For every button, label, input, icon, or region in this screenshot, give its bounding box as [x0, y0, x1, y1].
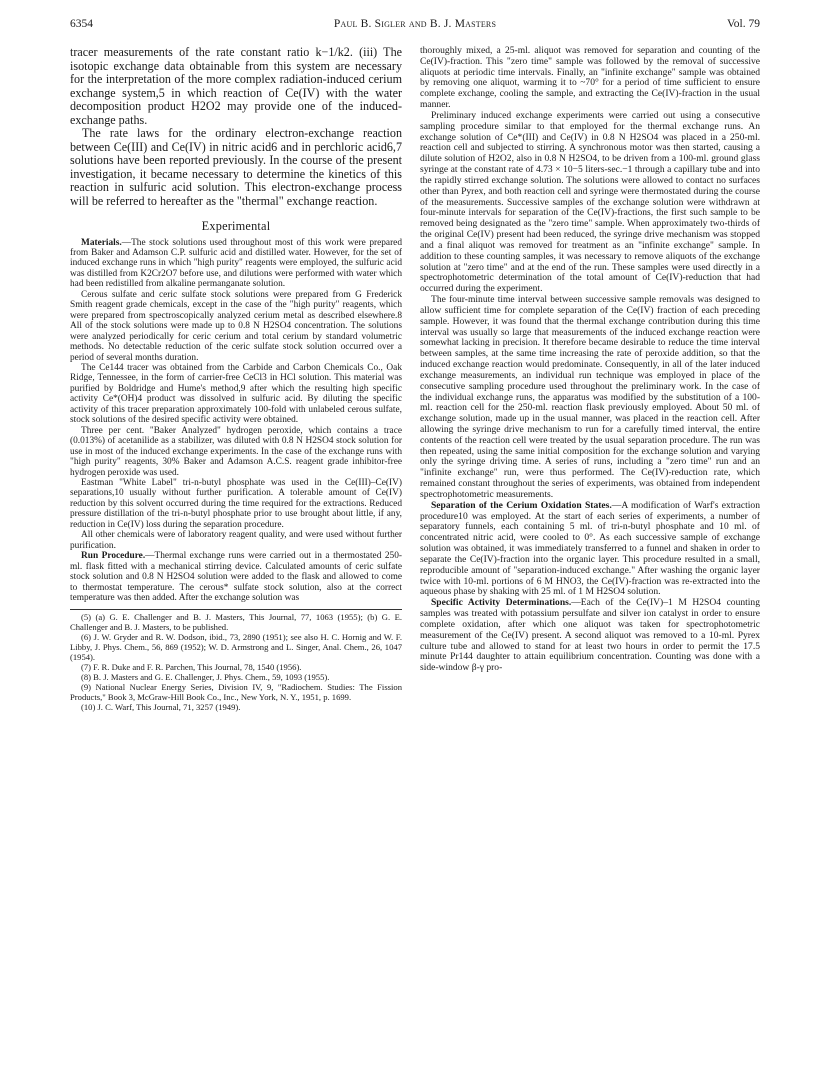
footnote: (8) B. J. Masters and G. E. Challenger, J. Phys. Chem., 59, 1093 (1955).: [81, 671, 330, 682]
running-header: [70, 18, 760, 34]
four-minute-paragraph: The four-minute time interval between successive sample removals was designed to allow sufficient time for complete separation of the Ce(IV) fraction of each preceding sample. However, it was found that the thermal exchange contribution during this time interval was usually so large that measurements of the induced exchange reaction were somewhat lacking in precision. It therefore became desirable to reduce the time interval between samples, at the same time increasing the rate of peroxide addition, so that the induced exchange reaction would predominate. Consequently, in all of the later induced exchange measurements, an individual run technique was employed in place of the consecutive sampling procedure used throughout the preliminary work. In the case of the individual exchange runs, the apparatus was modified by the substitution of a 100-ml. reaction cell for the 250-ml. reaction flask previously employed. About 50 ml. of exchange solution, made up in the usual manner, was placed in the reaction cell. After allowing the syringe drive mechanism to run for a carefully timed interval, the entire contents of the reaction cell were treated by the usual separation procedure. The run was then repeated, using the same initial composition for the exchange solution and varying only the syringe driving time. A series of runs, including a "zero time" run and an "infinite exchange" run, were thus performed. The Ce(IV)-reduction rate, which remained constant throughout the series of experiments, was obtained from independent spectrophotometric measurements.: [420, 294, 760, 500]
run-procedure-heading: Run Procedure.: [81, 551, 146, 562]
specific-activity-text: —Each of the Ce(IV)–1 M H2SO4 counting samples was treated with potassium persulfate and silver ion catalyst in order to ensure complete oxidation, after which one aliquot was taken for spectrophotometric measurement of the Ce(IV) present. A second aliquot was removed to a 10-ml. Pyrex culture tube and allowed to stand for at least two hours in order to permit the 17.5 minute Pr144 daughter to attain equilibrium concentration. Counting was done with a side-window β-γ pro-: [420, 597, 760, 674]
continued-paragraph: thoroughly mixed, a 25-ml. aliquot was removed for separation and counting of the Ce(IV)-fraction. This "zero time" sample was followed by the removal of successive aliquots at periodic time intervals. Finally, an "infinite exchange" sample was obtained by removing one aliquot, warming it to ~70° for a period of time sufficient to ensure complete exchange, cooling the sample, and extracting the Ce(IV)-fraction in the usual manner.: [420, 46, 760, 111]
footnote-rule: [70, 609, 402, 610]
intro-paragraph-2: The rate laws for the ordinary electron-exchange reaction between Ce(III) and Ce(IV) in nitric acid6 and in perchloric acid6,7 solutions have been reported previously. In the course of the present investigation, it became necessary to determine the kinetics of this reaction in sulfuric acid solution. This electron-exchange process will be referred to hereafter as the "thermal" exchange reaction.: [70, 126, 402, 209]
footnote: (9) National Nuclear Energy Series, Division IV, 9, "Radiochem. Studies: The Fission Products," Book 3, McGraw-Hill Book Co., Inc., New York, N. Y., 1951, p. 1699.: [70, 681, 402, 702]
section-heading-experimental: Experimental: [201, 218, 271, 233]
separation-paragraph: [420, 501, 760, 598]
running-title: Paul B. Sigler and B. J. Masters: [333, 18, 497, 30]
materials-paragraph: [70, 238, 402, 290]
separation-text: —A modification of Warf's extraction procedure10 was employed. At the start of each series of experiments, a number of separatory funnels, each containing 5 ml. of tri-n-butyl phosphate and 10 ml. of concentrated nitric acid, were cooled to 0°. As each successive sample of exchange solution was obtained, it was immediately transferred to a funnel and shaken in order to separate the Ce(IV)-fraction into the organic layer. This procedure resulted in a small, reproducible amount of "separation-induced exchange." After washing the organic layer twice with 10-ml. portions of 6 M HNO3, the Ce(IV)-fraction was re-extracted into the aqueous phase by shaking with 25 ml. of 1 M H2SO4 solution.: [420, 499, 760, 598]
materials-text: —The stock solutions used throughout most of this work were prepared from Baker and Adamson C.P. sulfuric acid and distilled water. However, for the set of induced exchange runs in which "high purity" reagents were employed, the sulfuric acid was distilled from K2Cr2O7 before use, and dilutions were performed with water which had been redistilled from alkaline permanganate solution.: [70, 237, 402, 290]
specific-activity-paragraph: [420, 598, 760, 674]
other-chemicals-paragraph: All other chemicals were of laboratory reagent quality, and were used without further purification.: [70, 530, 402, 551]
cerous-paragraph: Cerous sulfate and ceric sulfate stock solutions were prepared from G Frederick Smith reagent grade chemicals, except in the case of the "high purity" reagents, which were prepared from spectroscopically analyzed cerium metal as described elsewhere.8 All of the stock solutions were made up to 0.8 N H2SO4 concentration. The solutions were analyzed periodically for ceric cerium and total cerium by standard volumetric methods. No detectable reduction of the ceric sulfate stock solution occurred over a period of several months duration.: [70, 289, 402, 363]
preliminary-paragraph: Preliminary induced exchange experiments were carried out using a consecutive sampling procedure similar to that employed for the thermal exchange runs. An exchange solution of Ce*(III) and Ce(IV) in 0.8 N H2SO4 was placed in a 250-ml. reaction cell and subjected to stirring. A synchronous motor was then started, causing a dilute solution of H2O2, also in 0.8 N H2SO4, to be driven from a 100-ml. ground glass syringe at the constant rate of 4.73 × 10−5 liters-sec.−1 through a capillary tube and into the rapidly stirred exchange solution. The solutions were allowed to contact no surfaces other than Pyrex, and both reaction cell and syringe were thermostated during the course of the measurements. Successive samples of the exchange solution were withdrawn at four-minute intervals for separation of the Ce(IV)-fractions, the first such sample to be removed being designated as the "zero time" sample. When approximately two-thirds of the original Ce(IV) present had been reduced, the syringe drive mechanism was stopped and a final aliquot was removed for treatment as an "infinite exchange" sample. In addition to these counting samples, it was necessary to remove aliquots of the exchange solution at "zero time" and at the end of the run. These samples were used directly in a spectrophotometric determination of the total amount of Ce(IV)-reduction that had occurred during the experiment.: [420, 109, 760, 295]
eastman-paragraph: Eastman "White Label" tri-n-butyl phosphate was used in the Ce(III)–Ce(IV) separations,10 usually without further purification. A tolerable amount of Ce(IV) reduction by this solvent occurred during the time required for the extractions. Reduced pressure distillation of the tri-n-butyl phosphate prior to use brought about little, if any, reduction in Ce(IV) loss during the separation procedure.: [70, 477, 402, 530]
tracer-paragraph: The Ce144 tracer was obtained from the Carbide and Carbon Chemicals Co., Oak Ridge, Tennessee, in the form of carrier-free CeCl3 in HCl solution. This material was purified by Boldridge and Hume's method,9 after which the resulting high specific activity Ce*(OH)4 product was dissolved in sulfuric acid. By diluting the specific activity of this tracer preparation approximately 100-fold with unlabeled cerous sulfate, stock solutions of the desired specific activity were obtained.: [70, 363, 402, 426]
intro-paragraph-1: tracer measurements of the rate constant ratio k−1/k2. (iii) The isotopic exchange data obtainable from this system are necessary for the interpretation of the more complex radiation-induced cerium exchange system,5 in which reaction of Ce(IV) with the water decomposition product H2O2 may provide one of the induced-exchange paths.: [70, 46, 402, 127]
footnote: (7) F. R. Duke and F. R. Parchen, This Journal, 78, 1540 (1956).: [81, 661, 302, 672]
separation-heading: Separation of the Cerium Oxidation States.: [431, 499, 612, 511]
specific-activity-heading: Specific Activity Determinations.: [431, 597, 572, 609]
materials-heading: Materials.: [81, 237, 122, 248]
peroxide-paragraph: Three per cent. "Baker Analyzed" hydrogen peroxide, which contains a trace (0.013%) of acetanilide as a stabilizer, was diluted with 0.8 N H2SO4 stock solution for use in most of the induced exchange experiments. In the case of the exchange runs with "high purity" reagents, 30% Baker and Adamson A.C.S. reagent grade inhibitor-free hydrogen peroxide was used.: [70, 425, 402, 478]
run-procedure-text: —Thermal exchange runs were carried out in a thermostated 250-ml. flask fitted with a mechanical stirring device. Calculated amounts of ceric sulfate stock solution and 0.8 N H2SO4 solution were added to the flask and allowed to come to thermostat temperature. The cerous* sulfate stock solution, also at the correct temperature was then added. After the exchange solution was: [70, 551, 402, 603]
page-number: 6354: [70, 18, 93, 30]
footnote: (6) J. W. Gryder and R. W. Dodson, ibid., 73, 2890 (1951); see also H. C. Hornig and W. F. Libby, J. Phys. Chem., 56, 869 (1952); W. D. Armstrong and L. Singer, Anal. Chem., 26, 1047 (1954).: [70, 632, 402, 663]
right-column: [420, 46, 760, 1056]
footnote: (5) (a) G. E. Challenger and B. J. Masters, This Journal, 77, 1063 (1955); (b) G. E. Challenger and B. J. Masters, to be published.: [70, 612, 402, 633]
left-column: [70, 46, 402, 1056]
footnote: (10) J. C. Warf, This Journal, 71, 3257 (1949).: [81, 701, 241, 712]
run-procedure-paragraph: [70, 551, 402, 603]
volume-label: Vol. 79: [726, 18, 760, 30]
